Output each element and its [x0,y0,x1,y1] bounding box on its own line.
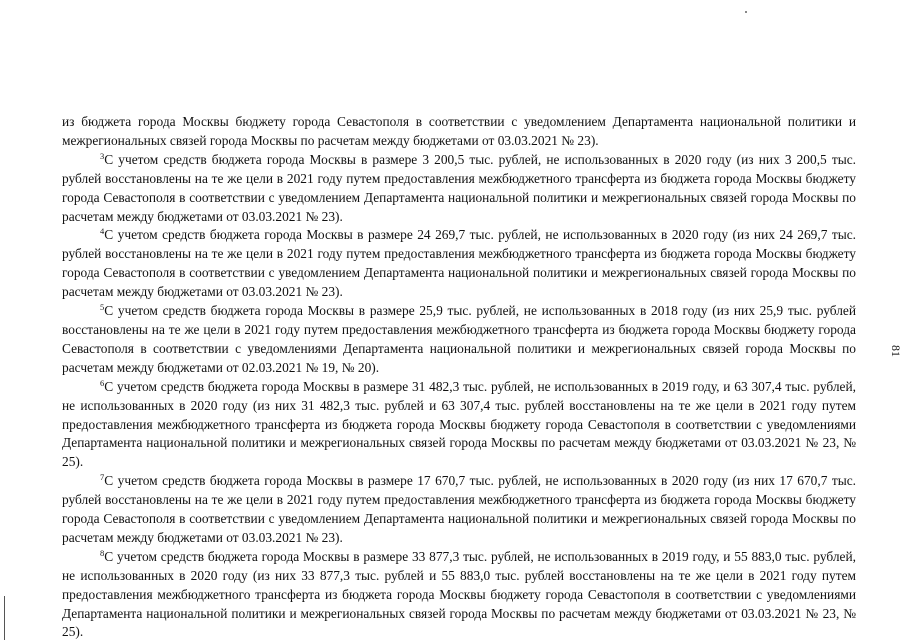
footnote-text: С учетом средств бюджета города Москвы в размере 33 877,3 тыс. рублей, не использованных в 2019 году, и 55 883,0 тыс. рублей, не использованных в 2020 году (из них 33 877,3 тыс. рублей и 55 883,0 тыс. рублей восстановлены на те же цели в 2021 году путем предоставления межбюджетного трансферта из бюджета города Москвы бюджету города Севастополя в соответствии с уведомлениями Департамента национальной политики и межрегиональных связей города Москвы по расчетам между бюджетами от 03.03.2021 № 23, № 25). [62,548,856,640]
footnote-5 [62,302,856,378]
footnote-text: из бюджета города Москвы бюджету города Севастополя в соответствии с уведомлением Департамента национальной политики и межрегиональных связей города Москвы по расчетам между бюджетами от 03.03.2021 № 23). [62,114,856,148]
footnote-text: С учетом средств бюджета города Москвы в размере 31 482,3 тыс. рублей, не использованных в 2019 году, и 63 307,4 тыс. рублей, не использованных в 2020 году (из них 31 482,3 тыс. рублей и 63 307,4 тыс. рублей восстановлены на те же цели в 2021 году путем предоставления межбюджетного трансферта из бюджета города Москвы бюджету города Севастополя в соответствии с уведомлениями Департамента национальной политики и межрегиональных связей города Москвы по расчетам между бюджетами от 03.03.2021 № 23, № 25). [62,378,856,470]
page-number: 81 [889,345,903,357]
footnote-text: С учетом средств бюджета города Москвы в размере 24 269,7 тыс. рублей, не использованных в 2020 году (из них 24 269,7 тыс. рублей восстановлены на те же цели в 2021 году путем предоставления межбюджетного трансферта из бюджета города Москвы бюджету города Севастополя в соответствии с уведомлением Департамента национальной политики и межрегиональных связей города Москвы по расчетам между бюджетами от 03.03.2021 № 23). [62,227,856,300]
footnote-8 [62,548,856,640]
footnote-6 [62,378,856,473]
footnote-continuation [62,113,856,151]
scan-speck [745,11,747,13]
footnote-marker: 6 [100,377,105,388]
footnote-text: С учетом средств бюджета города Москвы в размере 3 200,5 тыс. рублей, не использованных в 2020 году (из них 3 200,5 тыс. рублей восстановлены на те же цели в 2021 году путем предоставления межбюджетного трансферта из бюджета города Москвы бюджету города Севастополя в соответствии с уведомлением Департамента национальной политики и межрегиональных связей города Москвы по расчетам между бюджетами от 03.03.2021 № 23). [62,151,856,224]
scan-margin-line [4,596,5,640]
footnote-marker: 3 [100,150,105,161]
footnote-marker: 7 [100,472,105,483]
footnote-marker: 5 [100,302,105,313]
footnote-7 [62,472,856,548]
footnote-marker: 4 [100,226,105,237]
footnotes-block [62,113,856,640]
footnote-3 [62,151,856,227]
footnote-marker: 8 [100,547,105,558]
footnote-text: С учетом средств бюджета города Москвы в размере 25,9 тыс. рублей, не использованных в 2018 году (из них 25,9 тыс. рублей восстановлены на те же цели в 2021 году путем предоставления межбюджетного трансферта из бюджета города Москвы бюджету города Севастополя в соответствии с уведомлениями Департамента национальной политики и межрегиональных связей города Москвы по расчетам между бюджетами от 02.03.2021 № 19, № 20). [62,303,856,375]
footnote-4 [62,226,856,302]
footnote-text: С учетом средств бюджета города Москвы в размере 17 670,7 тыс. рублей, не использованных в 2020 году (из них 17 670,7 тыс. рублей восстановлены на те же цели в 2021 году путем предоставления межбюджетного трансферта из бюджета города Москвы бюджету города Севастополя в соответствии с уведомлением Департамента национальной политики и межрегиональных связей города Москвы по расчетам между бюджетами от 03.03.2021 № 23). [62,473,856,545]
